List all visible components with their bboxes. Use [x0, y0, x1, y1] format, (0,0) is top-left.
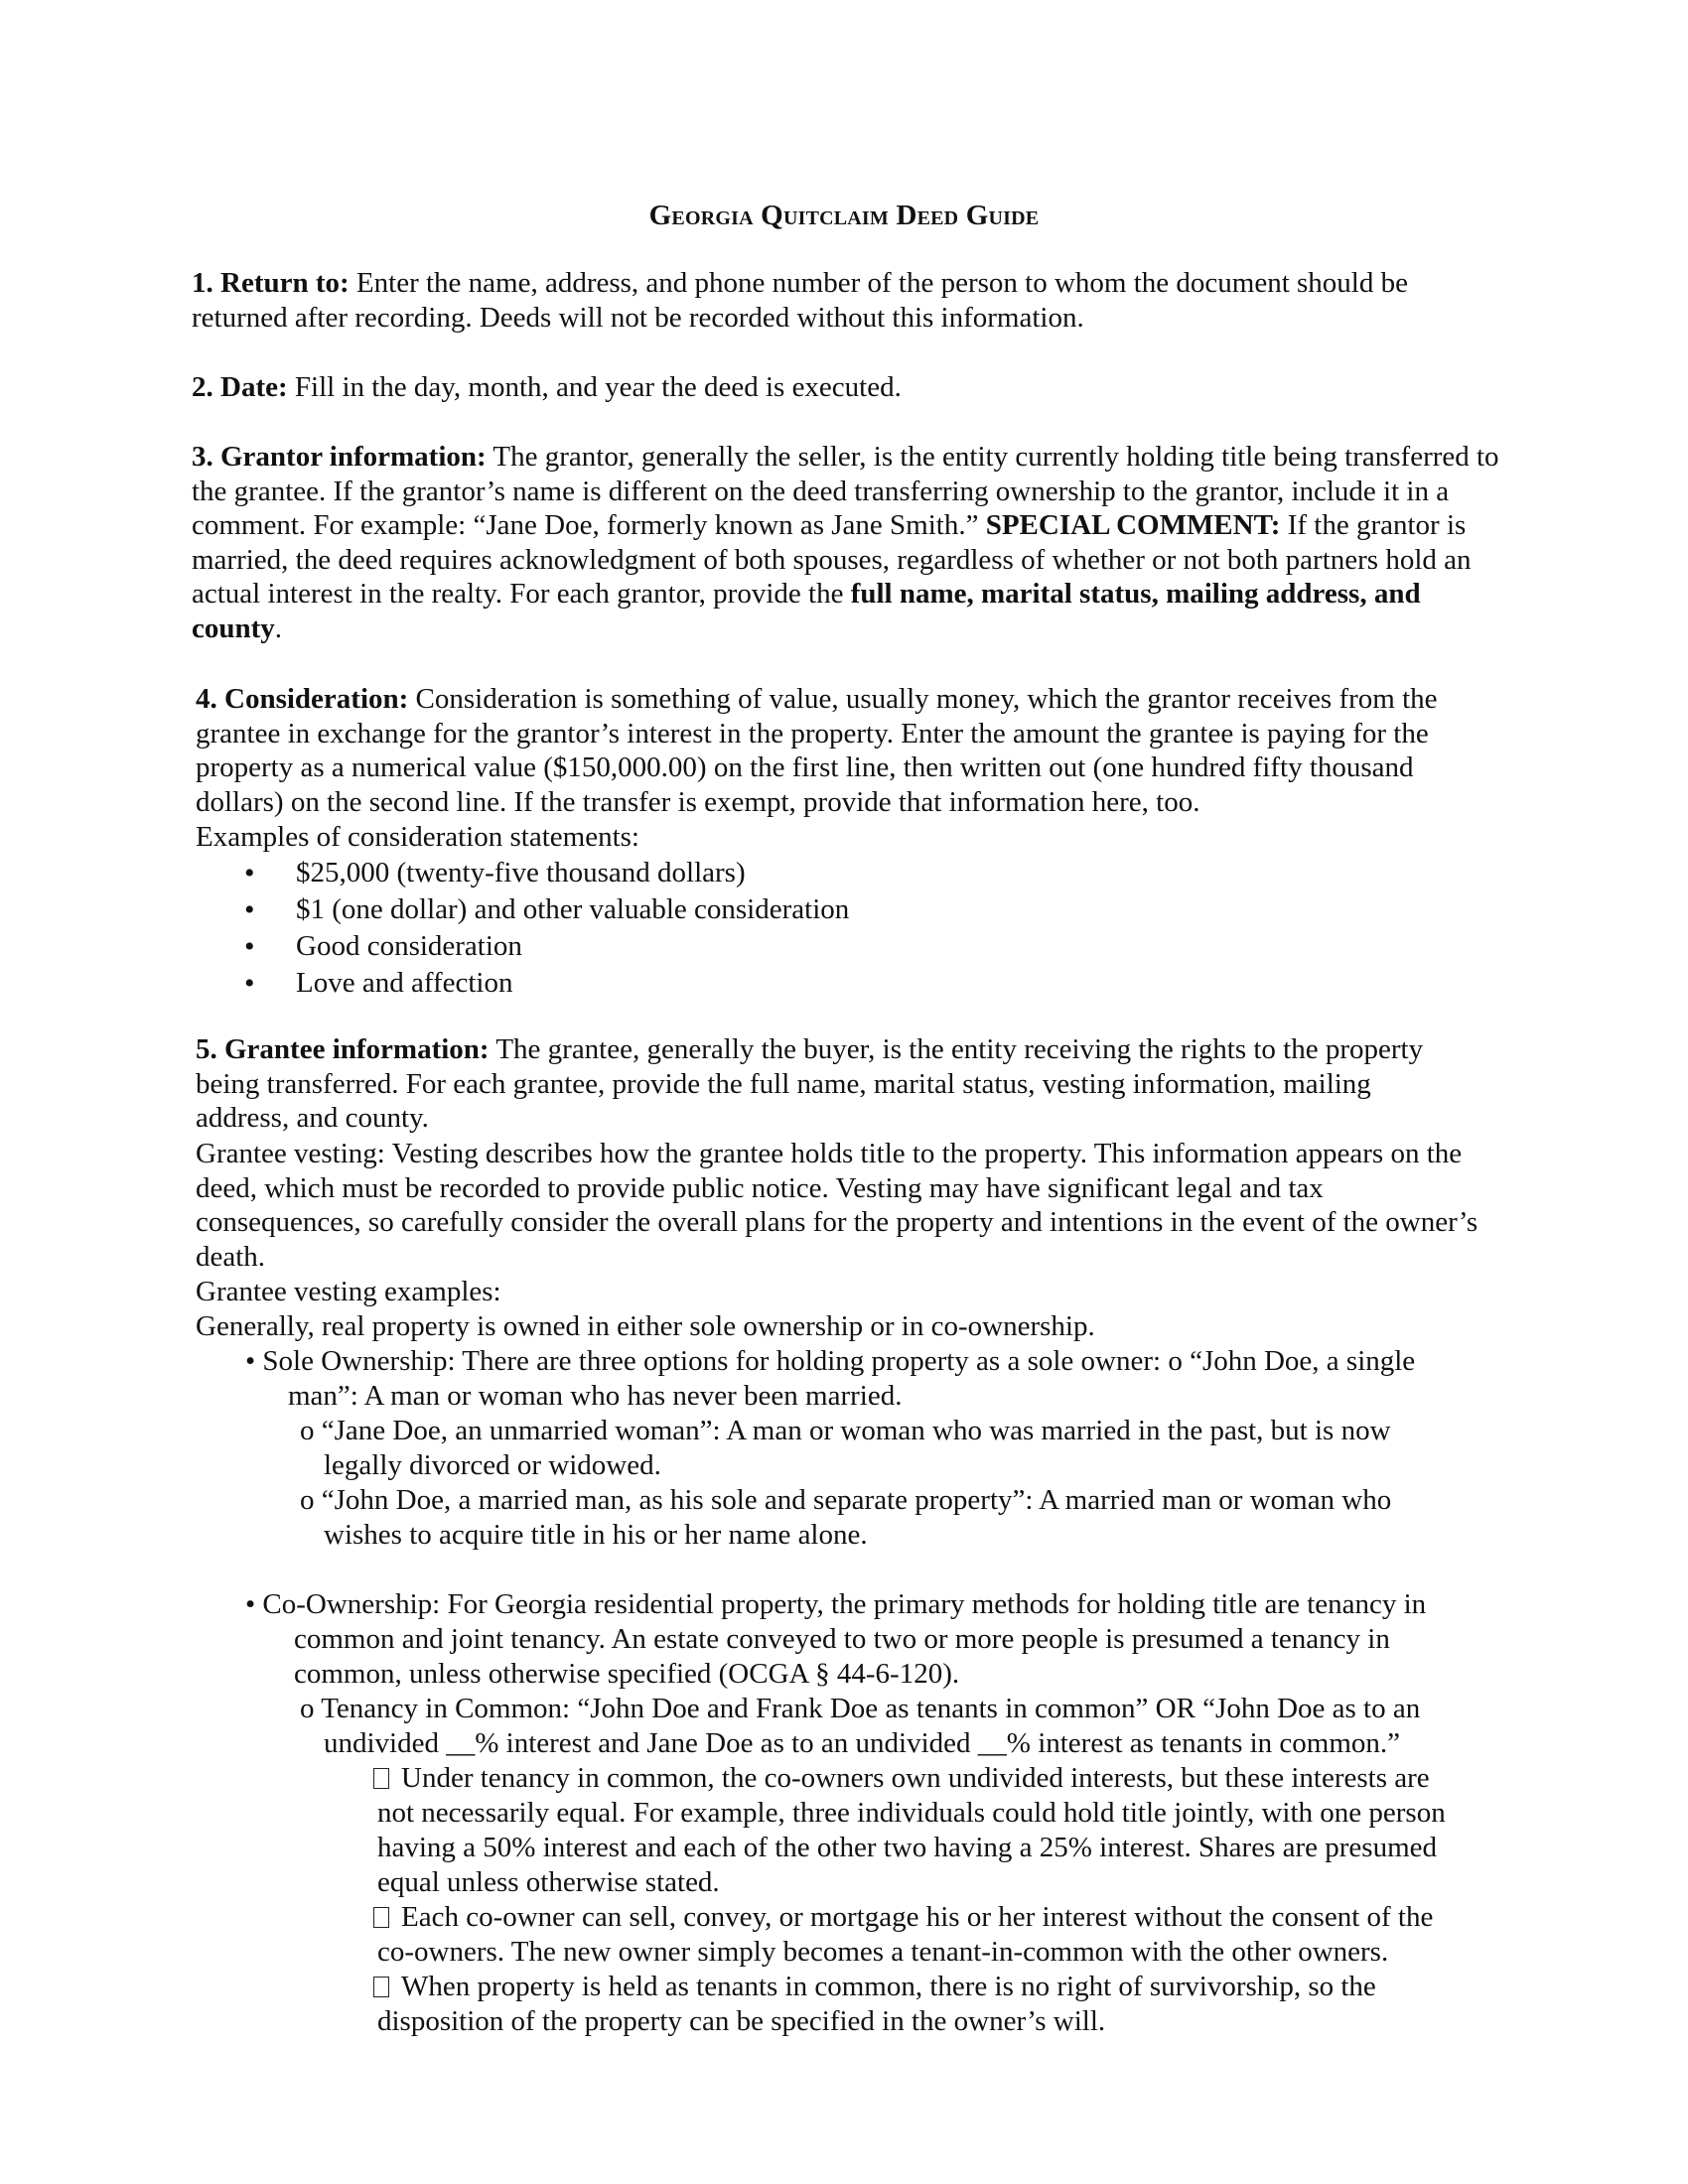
tenancy-note: [373, 1970, 1376, 2004]
section-heading: 1. Return to:: [192, 267, 350, 299]
section-heading: 5. Grantee information:: [196, 1033, 490, 1065]
section-text: Enter the name, address, and phone number of the person to whom the document should be returned after recording. Deeds will not be recorded without this information.: [192, 267, 1408, 334]
list-item: • Love and affection: [238, 965, 849, 1002]
sole-ownership-line: man”: A man or woman who has never been married.: [288, 1380, 903, 1412]
sole-ownership-option: wishes to acquire title in his or her name alone.: [324, 1519, 868, 1551]
sole-ownership-line: • Sole Ownership: There are three options for holding property as a sole owner: o “John Doe, a single: [245, 1345, 1416, 1377]
section-text: The grantee, generally the buyer, is the entity receiving the rights to the property being transferred. For each grantee, provide the full name, marital status, vesting information, mailing address, and county.: [196, 1033, 1424, 1135]
ownership-intro: Generally, real property is owned in either sole ownership or in co-ownership.: [196, 1310, 1095, 1342]
sole-ownership-option: o “Jane Doe, an unmarried woman”: A man or woman who was married in the past, but is now: [300, 1415, 1391, 1446]
square-bullet-icon: [373, 1977, 389, 1997]
list-item: • $1 (one dollar) and other valuable consideration: [238, 891, 849, 928]
section-return-to: [192, 266, 1482, 335]
tenancy-in-common-line: o Tenancy in Common: “John Doe and Frank Doe as tenants in common” OR “John Doe as to an: [300, 1693, 1421, 1724]
section-grantor-information: [192, 440, 1502, 646]
sole-ownership-option: legally divorced or widowed.: [324, 1449, 661, 1481]
co-ownership-line: • Co-Ownership: For Georgia residential property, the primary methods for holding title are tenancy in: [245, 1588, 1427, 1620]
tenancy-note-line: having a 50% interest and each of the other two having a 25% interest. Shares are presumed: [377, 1832, 1437, 1863]
section-heading: 4. Consideration:: [196, 683, 409, 715]
square-bullet-icon: [373, 1907, 389, 1928]
section-grantee-information: [196, 1032, 1447, 1136]
grantee-vesting-examples-label: Grantee vesting examples:: [196, 1276, 501, 1307]
grantee-vesting-paragraph: Grantee vesting: Vesting describes how the grantee holds title to the property. This information appears on the deed, which must be recorded to provide public notice. Vesting may have significant legal and tax consequences, so carefully consider the overall plans for the property and intentions in the event of the owner’s death.: [196, 1138, 1478, 1273]
tenancy-in-common-line: undivided __% interest and Jane Doe as to an undivided __% interest as tenants in common.”: [324, 1727, 1401, 1759]
tenancy-note-line: equal unless otherwise stated.: [377, 1866, 720, 1898]
co-ownership-line: common and joint tenancy. An estate conveyed to two or more people is presumed a tenancy in: [294, 1623, 1390, 1655]
list-item: • Good consideration: [238, 928, 849, 965]
tenancy-note: [373, 1900, 1433, 1935]
section-text: The grantor, generally the seller, is the entity currently holding title being transferred to the grantee. If the grantor’s name is different on the deed transferring ownership to the grantor, include it in a comment. For example: “Jane Doe, formerly known as Jane Smith.”: [192, 441, 1499, 542]
page-title: Georgia Quitclaim Deed Guide: [648, 200, 1040, 231]
list-item: • $25,000 (twenty-five thousand dollars): [238, 855, 849, 891]
sole-ownership-option: o “John Doe, a married man, as his sole and separate property”: A married man or woman who: [300, 1484, 1392, 1516]
period: .: [274, 612, 283, 644]
section-heading: 3. Grantor information:: [192, 441, 487, 473]
note-text: Under tenancy in common, the co-owners own undivided interests, but these interests are: [401, 1762, 1430, 1794]
required-fields: full name, marital status, mailing address, and county: [192, 578, 1421, 644]
section-text: If the grantor is married, the deed requires acknowledgment of both spouses, regardless of whether or not both partners hold an actual interest in the realty. For each grantor, provide the: [192, 509, 1472, 611]
tenancy-note-line: disposition of the property can be specified in the owner’s will.: [377, 2005, 1106, 2037]
co-ownership-line: common, unless otherwise specified (OCGA § 44-6-120).: [294, 1658, 960, 1690]
consideration-examples-label: Examples of consideration statements:: [196, 821, 639, 853]
note-text: When property is held as tenants in common, there is no right of survivorship, so the: [401, 1971, 1376, 2002]
square-bullet-icon: [373, 1768, 389, 1789]
consideration-examples-list: [238, 855, 849, 1002]
special-comment-label: SPECIAL COMMENT:: [985, 509, 1281, 542]
section-text: Consideration is something of value, usually money, which the grantor receives from the grantee in exchange for the grantor’s interest in the property. Enter the amount the grantee is paying for the property as a numerical value ($150,000.00) on the first line, then written out (one hundred fifty thousand dollars) on the second line. If the transfer is exempt, provide that information here, too.: [196, 683, 1438, 818]
tenancy-note-line: co-owners. The new owner simply becomes a tenant-in-common with the other owners.: [377, 1936, 1389, 1968]
section-heading: 2. Date:: [192, 371, 288, 403]
tenancy-note-line: not necessarily equal. For example, three individuals could hold title jointly, with one person: [377, 1797, 1446, 1829]
section-date: [192, 370, 1482, 405]
section-text: Fill in the day, month, and year the deed is executed.: [287, 371, 902, 403]
tenancy-note: [373, 1761, 1430, 1796]
note-text: Each co-owner can sell, convey, or mortgage his or her interest without the consent of the: [401, 1901, 1434, 1933]
section-consideration: [196, 682, 1486, 819]
